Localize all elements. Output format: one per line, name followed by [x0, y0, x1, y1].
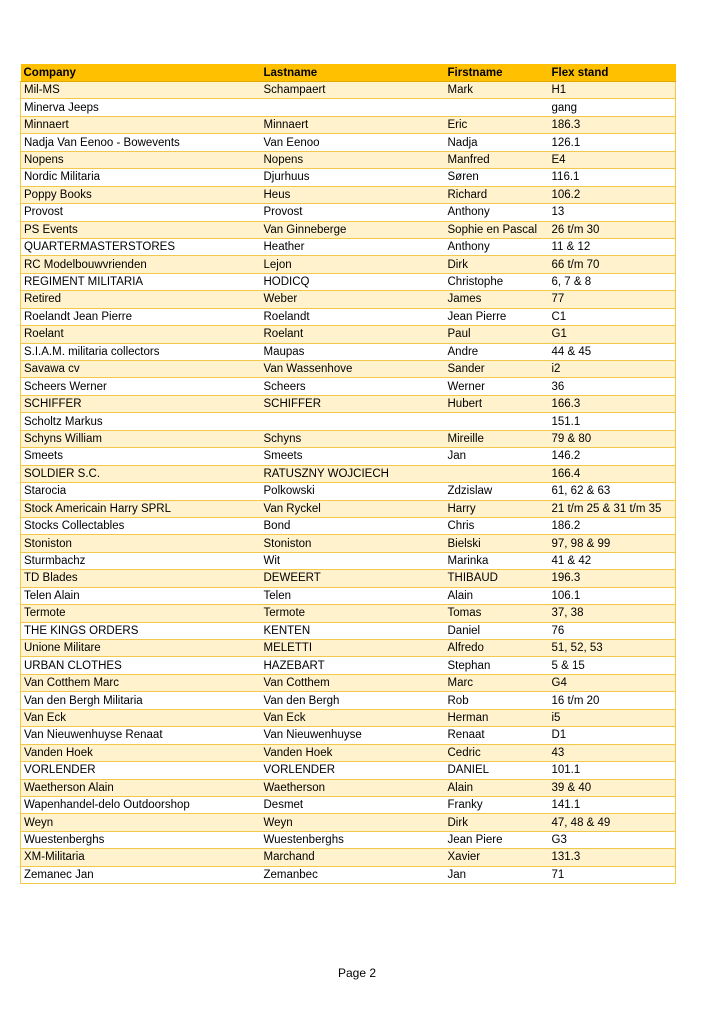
cell-firstname: Harry [445, 500, 549, 517]
cell-lastname: Wit [261, 552, 445, 569]
cell-lastname: Schyns [261, 430, 445, 447]
cell-firstname [445, 99, 549, 116]
table-row [21, 99, 676, 116]
table-row [21, 430, 676, 447]
cell-lastname: Marchand [261, 849, 445, 866]
header-firstname: Firstname [445, 64, 549, 82]
cell-lastname: Roelandt [261, 308, 445, 325]
cell-firstname: Alfredo [445, 640, 549, 657]
cell-firstname: Jan [445, 448, 549, 465]
cell-lastname: KENTEN [261, 622, 445, 639]
cell-flex-stand: 66 t/m 70 [549, 256, 676, 273]
cell-flex-stand: 101.1 [549, 762, 676, 779]
table-row [21, 326, 676, 343]
cell-firstname: Tomas [445, 605, 549, 622]
cell-company: Poppy Books [21, 186, 261, 203]
cell-flex-stand: gang [549, 99, 676, 116]
cell-lastname: Weber [261, 291, 445, 308]
cell-firstname [445, 465, 549, 482]
cell-company: Weyn [21, 814, 261, 831]
cell-lastname: Schampaert [261, 82, 445, 99]
cell-flex-stand: 106.2 [549, 186, 676, 203]
cell-firstname: Mark [445, 82, 549, 99]
cell-firstname: Stephan [445, 657, 549, 674]
cell-lastname: Minnaert [261, 116, 445, 133]
table-header [21, 64, 676, 82]
table-row [21, 221, 676, 238]
cell-company: Schyns William [21, 430, 261, 447]
cell-flex-stand: E4 [549, 151, 676, 168]
cell-lastname: Provost [261, 204, 445, 221]
cell-firstname: Rob [445, 692, 549, 709]
header-lastname: Lastname [261, 64, 445, 82]
cell-flex-stand: D1 [549, 727, 676, 744]
cell-company: SOLDIER S.C. [21, 465, 261, 482]
cell-company: Termote [21, 605, 261, 622]
table-row [21, 151, 676, 168]
table-row [21, 692, 676, 709]
cell-company: RC Modelbouwvrienden [21, 256, 261, 273]
table-row [21, 500, 676, 517]
cell-company: QUARTERMASTERSTORES [21, 238, 261, 255]
cell-company: Mil-MS [21, 82, 261, 99]
cell-company: SCHIFFER [21, 395, 261, 412]
cell-company: Wuestenberghs [21, 831, 261, 848]
cell-lastname: HODICQ [261, 273, 445, 290]
table-row [21, 256, 676, 273]
header-row [21, 64, 676, 82]
cell-flex-stand: 44 & 45 [549, 343, 676, 360]
table-row [21, 465, 676, 482]
cell-lastname [261, 413, 445, 430]
cell-flex-stand: 16 t/m 20 [549, 692, 676, 709]
cell-company: Van Cotthem Marc [21, 674, 261, 691]
cell-lastname: Stoniston [261, 535, 445, 552]
cell-lastname: Termote [261, 605, 445, 622]
cell-company: Provost [21, 204, 261, 221]
cell-company: THE KINGS ORDERS [21, 622, 261, 639]
cell-lastname: Wuestenberghs [261, 831, 445, 848]
cell-flex-stand: 146.2 [549, 448, 676, 465]
table-row [21, 291, 676, 308]
cell-company: Sturmbachz [21, 552, 261, 569]
cell-flex-stand: 76 [549, 622, 676, 639]
cell-flex-stand: 186.3 [549, 116, 676, 133]
cell-firstname: Anthony [445, 238, 549, 255]
cell-lastname: Van Nieuwenhuyse [261, 727, 445, 744]
table-row [21, 343, 676, 360]
cell-flex-stand: 166.3 [549, 395, 676, 412]
cell-company: PS Events [21, 221, 261, 238]
cell-flex-stand: 43 [549, 744, 676, 761]
cell-company: Waetherson Alain [21, 779, 261, 796]
table-row [21, 134, 676, 151]
header-company: Company [21, 64, 261, 82]
cell-lastname: Van Eenoo [261, 134, 445, 151]
cell-lastname: VORLENDER [261, 762, 445, 779]
cell-firstname: Eric [445, 116, 549, 133]
cell-firstname: Chris [445, 517, 549, 534]
table-row [21, 640, 676, 657]
table-row [21, 116, 676, 133]
cell-lastname: Djurhuus [261, 169, 445, 186]
cell-company: Nadja Van Eenoo - Bowevents [21, 134, 261, 151]
cell-firstname: Marinka [445, 552, 549, 569]
cell-firstname: Hubert [445, 395, 549, 412]
cell-flex-stand: H1 [549, 82, 676, 99]
cell-company: TD Blades [21, 570, 261, 587]
cell-firstname: Zdzislaw [445, 483, 549, 500]
cell-company: Van Eck [21, 709, 261, 726]
cell-company: VORLENDER [21, 762, 261, 779]
cell-company: Nopens [21, 151, 261, 168]
table-row [21, 709, 676, 726]
cell-flex-stand: 106.1 [549, 587, 676, 604]
cell-company: Savawa cv [21, 361, 261, 378]
cell-company: Nordic Militaria [21, 169, 261, 186]
cell-flex-stand: 37, 38 [549, 605, 676, 622]
table-row [21, 674, 676, 691]
cell-lastname: Vanden Hoek [261, 744, 445, 761]
cell-lastname: RATUSZNY WOJCIECH [261, 465, 445, 482]
cell-firstname: Mireille [445, 430, 549, 447]
cell-lastname: Heus [261, 186, 445, 203]
table-row [21, 308, 676, 325]
cell-flex-stand: 51, 52, 53 [549, 640, 676, 657]
cell-flex-stand: 186.2 [549, 517, 676, 534]
cell-flex-stand: 5 & 15 [549, 657, 676, 674]
cell-lastname: Van Cotthem [261, 674, 445, 691]
cell-firstname: Sophie en Pascal [445, 221, 549, 238]
cell-firstname: DANIEL [445, 762, 549, 779]
table-row [21, 273, 676, 290]
cell-lastname: Weyn [261, 814, 445, 831]
cell-company: Retired [21, 291, 261, 308]
table-row [21, 535, 676, 552]
cell-lastname: Waetherson [261, 779, 445, 796]
table-row [21, 448, 676, 465]
cell-firstname: Christophe [445, 273, 549, 290]
cell-lastname [261, 99, 445, 116]
cell-flex-stand: 126.1 [549, 134, 676, 151]
cell-flex-stand: 71 [549, 866, 676, 883]
cell-flex-stand: 61, 62 & 63 [549, 483, 676, 500]
cell-flex-stand: 116.1 [549, 169, 676, 186]
cell-firstname: Alain [445, 587, 549, 604]
cell-lastname: Maupas [261, 343, 445, 360]
table-row [21, 378, 676, 395]
cell-company: Van den Bergh Militaria [21, 692, 261, 709]
cell-lastname: MELETTI [261, 640, 445, 657]
table-row [21, 587, 676, 604]
cell-firstname: Marc [445, 674, 549, 691]
cell-lastname: Smeets [261, 448, 445, 465]
table-row [21, 361, 676, 378]
cell-flex-stand: 97, 98 & 99 [549, 535, 676, 552]
cell-flex-stand: G1 [549, 326, 676, 343]
cell-lastname: SCHIFFER [261, 395, 445, 412]
cell-firstname: Renaat [445, 727, 549, 744]
table-row [21, 186, 676, 203]
cell-firstname [445, 413, 549, 430]
table-row [21, 762, 676, 779]
cell-lastname: Van Wassenhove [261, 361, 445, 378]
cell-firstname: Jan [445, 866, 549, 883]
cell-firstname: Herman [445, 709, 549, 726]
cell-flex-stand: 47, 48 & 49 [549, 814, 676, 831]
cell-lastname: Lejon [261, 256, 445, 273]
cell-firstname: Bielski [445, 535, 549, 552]
cell-lastname: Van Ryckel [261, 500, 445, 517]
table-row [21, 866, 676, 883]
table-row [21, 395, 676, 412]
cell-firstname: Manfred [445, 151, 549, 168]
cell-company: S.I.A.M. militaria collectors [21, 343, 261, 360]
cell-flex-stand: C1 [549, 308, 676, 325]
cell-lastname: Roelant [261, 326, 445, 343]
cell-flex-stand: 21 t/m 25 & 31 t/m 35 [549, 500, 676, 517]
table-row [21, 169, 676, 186]
cell-firstname: Dirk [445, 814, 549, 831]
exhibitor-table [20, 64, 676, 884]
cell-firstname: James [445, 291, 549, 308]
cell-flex-stand: 151.1 [549, 413, 676, 430]
cell-firstname: Dirk [445, 256, 549, 273]
table-row [21, 552, 676, 569]
cell-firstname: Søren [445, 169, 549, 186]
cell-company: REGIMENT MILITARIA [21, 273, 261, 290]
cell-firstname: Jean Piere [445, 831, 549, 848]
cell-flex-stand: 141.1 [549, 796, 676, 813]
cell-firstname: Daniel [445, 622, 549, 639]
cell-firstname: Alain [445, 779, 549, 796]
cell-company: Roelant [21, 326, 261, 343]
cell-firstname: Franky [445, 796, 549, 813]
table-row [21, 727, 676, 744]
table-row [21, 831, 676, 848]
cell-company: URBAN CLOTHES [21, 657, 261, 674]
table-row [21, 517, 676, 534]
page-number: Page 2 [337, 966, 377, 980]
cell-flex-stand: i5 [549, 709, 676, 726]
cell-firstname: Paul [445, 326, 549, 343]
cell-lastname: Heather [261, 238, 445, 255]
cell-lastname: Desmet [261, 796, 445, 813]
cell-lastname: HAZEBART [261, 657, 445, 674]
cell-company: Zemanec Jan [21, 866, 261, 883]
cell-flex-stand: i2 [549, 361, 676, 378]
cell-company: Unione Militare [21, 640, 261, 657]
cell-flex-stand: 79 & 80 [549, 430, 676, 447]
table-row [21, 483, 676, 500]
cell-flex-stand: 166.4 [549, 465, 676, 482]
table-row [21, 238, 676, 255]
cell-flex-stand: G4 [549, 674, 676, 691]
cell-lastname: Van den Bergh [261, 692, 445, 709]
cell-company: Telen Alain [21, 587, 261, 604]
cell-flex-stand: 26 t/m 30 [549, 221, 676, 238]
table-row [21, 849, 676, 866]
cell-lastname: Nopens [261, 151, 445, 168]
cell-firstname: Cedric [445, 744, 549, 761]
cell-firstname: Xavier [445, 849, 549, 866]
table-row [21, 796, 676, 813]
cell-flex-stand: 6, 7 & 8 [549, 273, 676, 290]
cell-company: Stock Americain Harry SPRL [21, 500, 261, 517]
cell-firstname: Sander [445, 361, 549, 378]
table-row [21, 744, 676, 761]
table-row [21, 657, 676, 674]
table-row [21, 779, 676, 796]
cell-firstname: Richard [445, 186, 549, 203]
table-row [21, 82, 676, 99]
cell-company: Smeets [21, 448, 261, 465]
cell-firstname: Nadja [445, 134, 549, 151]
cell-company: Wapenhandel-delo Outdoorshop [21, 796, 261, 813]
cell-flex-stand: 196.3 [549, 570, 676, 587]
cell-company: Stocks Collectables [21, 517, 261, 534]
cell-firstname: Jean Pierre [445, 308, 549, 325]
cell-flex-stand: 39 & 40 [549, 779, 676, 796]
cell-company: Vanden Hoek [21, 744, 261, 761]
cell-lastname: Van Ginneberge [261, 221, 445, 238]
cell-flex-stand: 11 & 12 [549, 238, 676, 255]
cell-lastname: Polkowski [261, 483, 445, 500]
cell-company: Minerva Jeeps [21, 99, 261, 116]
cell-lastname: Scheers [261, 378, 445, 395]
header-flex-stand: Flex stand [549, 64, 676, 82]
table-row [21, 605, 676, 622]
cell-company: Starocia [21, 483, 261, 500]
table-row [21, 622, 676, 639]
table-row [21, 570, 676, 587]
cell-company: Scholtz Markus [21, 413, 261, 430]
cell-firstname: Anthony [445, 204, 549, 221]
cell-company: Roelandt Jean Pierre [21, 308, 261, 325]
cell-lastname: Zemanbec [261, 866, 445, 883]
cell-flex-stand: 41 & 42 [549, 552, 676, 569]
table-row [21, 204, 676, 221]
cell-flex-stand: 36 [549, 378, 676, 395]
cell-company: Scheers Werner [21, 378, 261, 395]
cell-company: Van Nieuwenhuyse Renaat [21, 727, 261, 744]
cell-lastname: Telen [261, 587, 445, 604]
cell-company: Stoniston [21, 535, 261, 552]
cell-lastname: Bond [261, 517, 445, 534]
cell-company: Minnaert [21, 116, 261, 133]
cell-flex-stand: G3 [549, 831, 676, 848]
table-row [21, 814, 676, 831]
cell-lastname: DEWEERT [261, 570, 445, 587]
cell-flex-stand: 77 [549, 291, 676, 308]
cell-lastname: Van Eck [261, 709, 445, 726]
cell-flex-stand: 13 [549, 204, 676, 221]
cell-firstname: Werner [445, 378, 549, 395]
cell-firstname: THIBAUD [445, 570, 549, 587]
table-row [21, 413, 676, 430]
cell-flex-stand: 131.3 [549, 849, 676, 866]
cell-firstname: Andre [445, 343, 549, 360]
cell-company: XM-Militaria [21, 849, 261, 866]
table-body [21, 82, 676, 884]
